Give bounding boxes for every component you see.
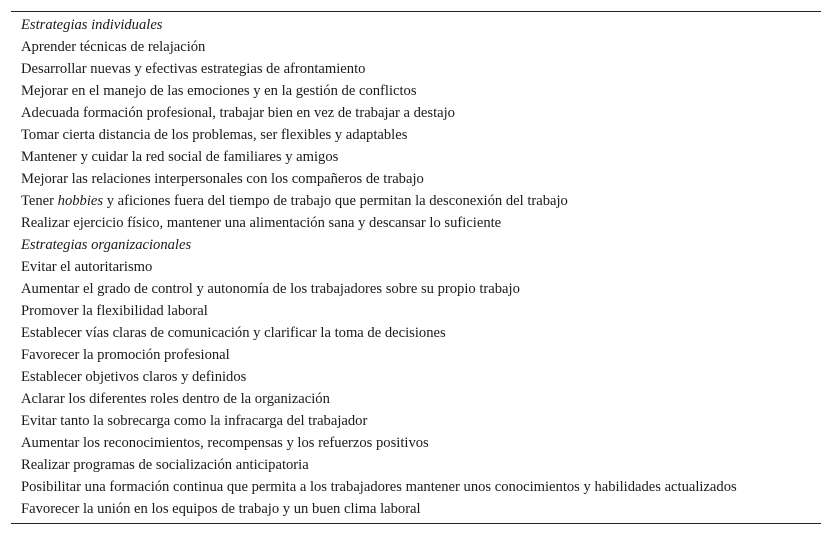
strategies-table	[11, 11, 821, 524]
table-row: Realizar ejercicio físico, mantener una alimentación sana y descansar lo suficiente	[21, 215, 502, 231]
table-row: Aclarar los diferentes roles dentro de la organización	[21, 391, 330, 407]
row-text-after: y aficiones fuera del tiempo de trabajo que permitan la desconexión del trabajo	[103, 193, 568, 209]
table-row: Evitar el autoritarismo	[21, 259, 153, 275]
table-row: Mejorar en el manejo de las emociones y en la gestión de conflictos	[21, 83, 417, 99]
row-text-emphasis: hobbies	[57, 193, 104, 209]
section-heading-organizational: Estrategias organizacionales	[21, 237, 192, 253]
section-heading-individual: Estrategias individuales	[21, 17, 163, 33]
table-row: Aprender técnicas de relajación	[21, 39, 206, 55]
table-row: Aumentar el grado de control y autonomía de los trabajadores sobre su propio trabajo	[21, 281, 520, 297]
table-body	[11, 12, 821, 523]
table-row: Establecer vías claras de comunicación y clarificar la toma de decisiones	[21, 325, 446, 341]
table-row: Establecer objetivos claros y definidos	[21, 369, 247, 385]
table-row: Realizar programas de socialización anticipatoria	[21, 457, 309, 473]
table-row: Mantener y cuidar la red social de familiares y amigos	[21, 149, 339, 165]
row-text-before: Tener	[21, 193, 58, 209]
table-row: Evitar tanto la sobrecarga como la infracarga del trabajador	[21, 413, 368, 429]
table-row: Promover la flexibilidad laboral	[21, 303, 208, 319]
table-row: Posibilitar una formación continua que permita a los trabajadores mantener unos conocimientos y habilidades actualizados	[21, 479, 737, 495]
table-row: Adecuada formación profesional, trabajar bien en vez de trabajar a destajo	[21, 105, 455, 121]
table-row: Tomar cierta distancia de los problemas, ser flexibles y adaptables	[21, 127, 408, 143]
table-row: Mejorar las relaciones interpersonales con los compañeros de trabajo	[21, 171, 424, 187]
table-row: Desarrollar nuevas y efectivas estrategias de afrontamiento	[21, 61, 366, 77]
table-row: Favorecer la promoción profesional	[21, 347, 230, 363]
table-row: Aumentar los reconocimientos, recompensas y los refuerzos positivos	[21, 435, 429, 451]
table-row: Favorecer la unión en los equipos de trabajo y un buen clima laboral	[21, 501, 421, 517]
table-row	[11, 190, 821, 212]
